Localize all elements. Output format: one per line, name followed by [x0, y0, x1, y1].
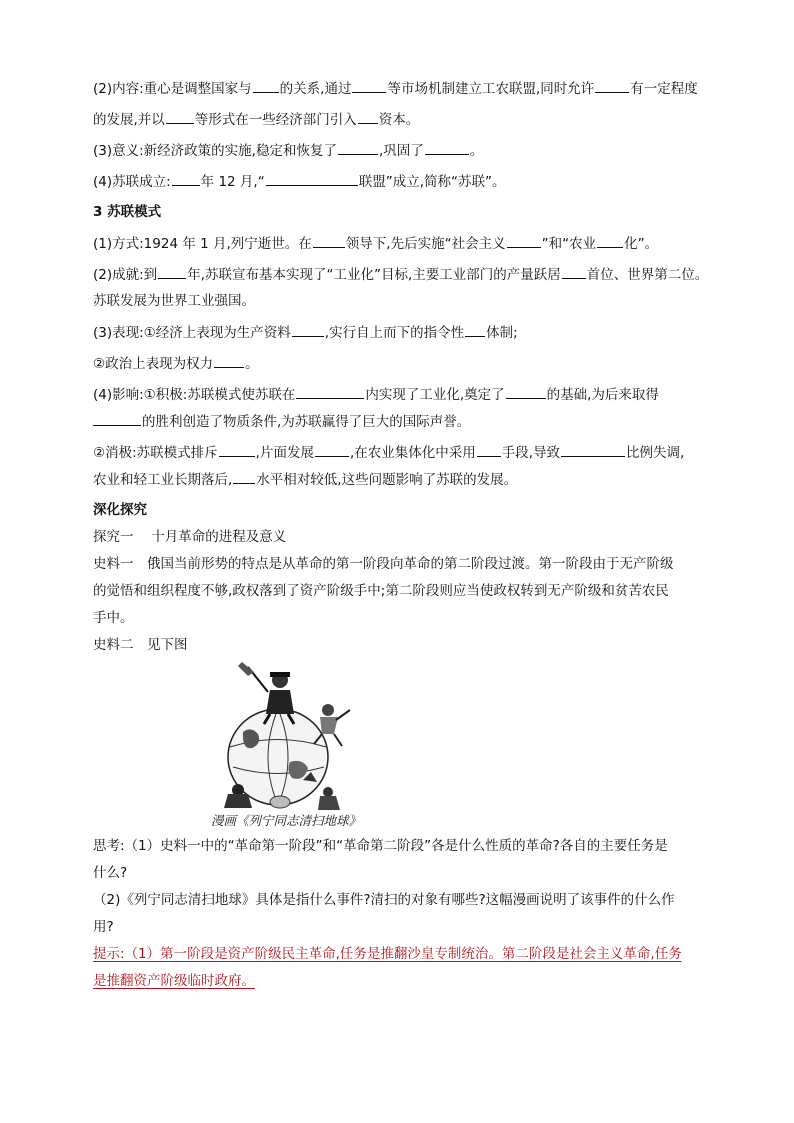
content-line: ②消极:苏联模式排斥 ,片面发展 ,在农业集体化中采用 手段,导致 比例失调,: [93, 442, 705, 462]
fill-blank[interactable]: [561, 442, 625, 457]
question-line: （2)《列宁同志清扫地球》具体是指什么事件?清扫的对象有哪些?这幅漫画说明了该事件的什么作: [93, 892, 675, 908]
content-line: 史料二 见下图: [93, 637, 188, 653]
fill-blank[interactable]: [296, 384, 364, 399]
fill-blank[interactable]: [506, 384, 546, 399]
question-line: 思考:（1）史料一中的“革命第一阶段”和“革命第二阶段”各是什么性质的革命?各自的主要任务是: [93, 838, 668, 854]
content-line: (2)成就:到 年,苏联宣布基本实现了“工业化”目标,主要工业部门的产量跃居 首位、世界第二位。: [93, 264, 705, 284]
content-line: 的觉悟和组织程度不够,政权落到了资产阶级手中;第二阶段则应当使政权转到无产阶级和贫苦农民: [93, 583, 669, 599]
content-line: 苏联发展为世界工业强国。: [93, 293, 255, 309]
fill-blank[interactable]: [352, 78, 386, 93]
question-line: 用?: [93, 919, 114, 935]
content-line: ②政治上表现为权力 。: [93, 353, 705, 373]
fill-blank[interactable]: [292, 322, 324, 337]
fill-blank[interactable]: [477, 442, 501, 457]
fill-blank[interactable]: [166, 109, 194, 124]
fill-blank[interactable]: [253, 78, 279, 93]
fill-blank[interactable]: [313, 233, 345, 248]
content-line: (1)方式:1924 年 1 月,列宁逝世。在 领导下,先后实施“社会主义 ”和“农业 化”。: [93, 233, 705, 253]
subsection-heading: 探究一 十月革命的进程及意义: [93, 529, 287, 545]
answer-hint-line: 提示:（1）第一阶段是资产阶级民主革命,任务是推翻沙皇专制统治。第二阶段是社会主义革命,任务: [93, 946, 682, 962]
fill-blank[interactable]: [158, 264, 186, 279]
fill-blank[interactable]: [214, 353, 244, 368]
content-line: 的胜利创造了物质条件,为苏联赢得了巨大的国际声誉。: [93, 411, 705, 431]
fill-blank[interactable]: [172, 171, 200, 186]
content-line: (3)意义:新经济政策的实施,稳定和恢复了 ,巩固了 。: [93, 140, 705, 160]
cartoon-image: [208, 662, 383, 812]
fill-blank[interactable]: [266, 171, 358, 186]
content-line: 手中。: [93, 610, 134, 626]
fill-blank[interactable]: [597, 233, 623, 248]
content-line: (2)内容:重心是调整国家与 的关系,通过 等市场机制建立工农联盟,同时允许 有一定程度: [93, 78, 705, 98]
content-line: (3)表现:①经济上表现为生产资料 ,实行自上而下的指令性 体制;: [93, 322, 705, 342]
section-heading: 3 苏联模式: [93, 204, 162, 220]
answer-hint-line: 是推翻资产阶级临时政府。: [93, 973, 255, 989]
content-line: 农业和轻工业长期落后, 水平相对较低,这些问题影响了苏联的发展。: [93, 469, 705, 489]
fill-blank[interactable]: [595, 78, 629, 93]
section-heading: 深化探究: [93, 502, 147, 518]
fill-blank[interactable]: [233, 469, 255, 484]
figure-caption: 漫画《列宁同志清扫地球》: [211, 813, 362, 828]
fill-blank[interactable]: [562, 264, 586, 279]
fill-blank[interactable]: [219, 442, 255, 457]
content-line: 的发展,并以 等形式在一些经济部门引入 资本。: [93, 109, 705, 129]
fill-blank[interactable]: [425, 140, 469, 155]
fill-blank[interactable]: [315, 442, 349, 457]
fill-blank[interactable]: [465, 322, 485, 337]
fill-blank[interactable]: [358, 109, 378, 124]
question-line: 什么?: [93, 865, 128, 881]
fill-blank[interactable]: [507, 233, 541, 248]
fill-blank[interactable]: [93, 411, 141, 426]
content-line: (4)苏联成立: 年 12 月,“ 联盟”成立,简称“苏联”。: [93, 171, 705, 191]
fill-blank[interactable]: [338, 140, 378, 155]
document-page: [93, 78, 709, 998]
content-line: (4)影响:①积极:苏联模式使苏联在 内实现了工业化,奠定了 的基础,为后来取得: [93, 384, 705, 404]
content-line: 史料一 俄国当前形势的特点是从革命的第一阶段向革命的第二阶段过渡。第一阶段由于无产阶级: [93, 556, 674, 572]
cartoon-illustration: [208, 662, 383, 812]
